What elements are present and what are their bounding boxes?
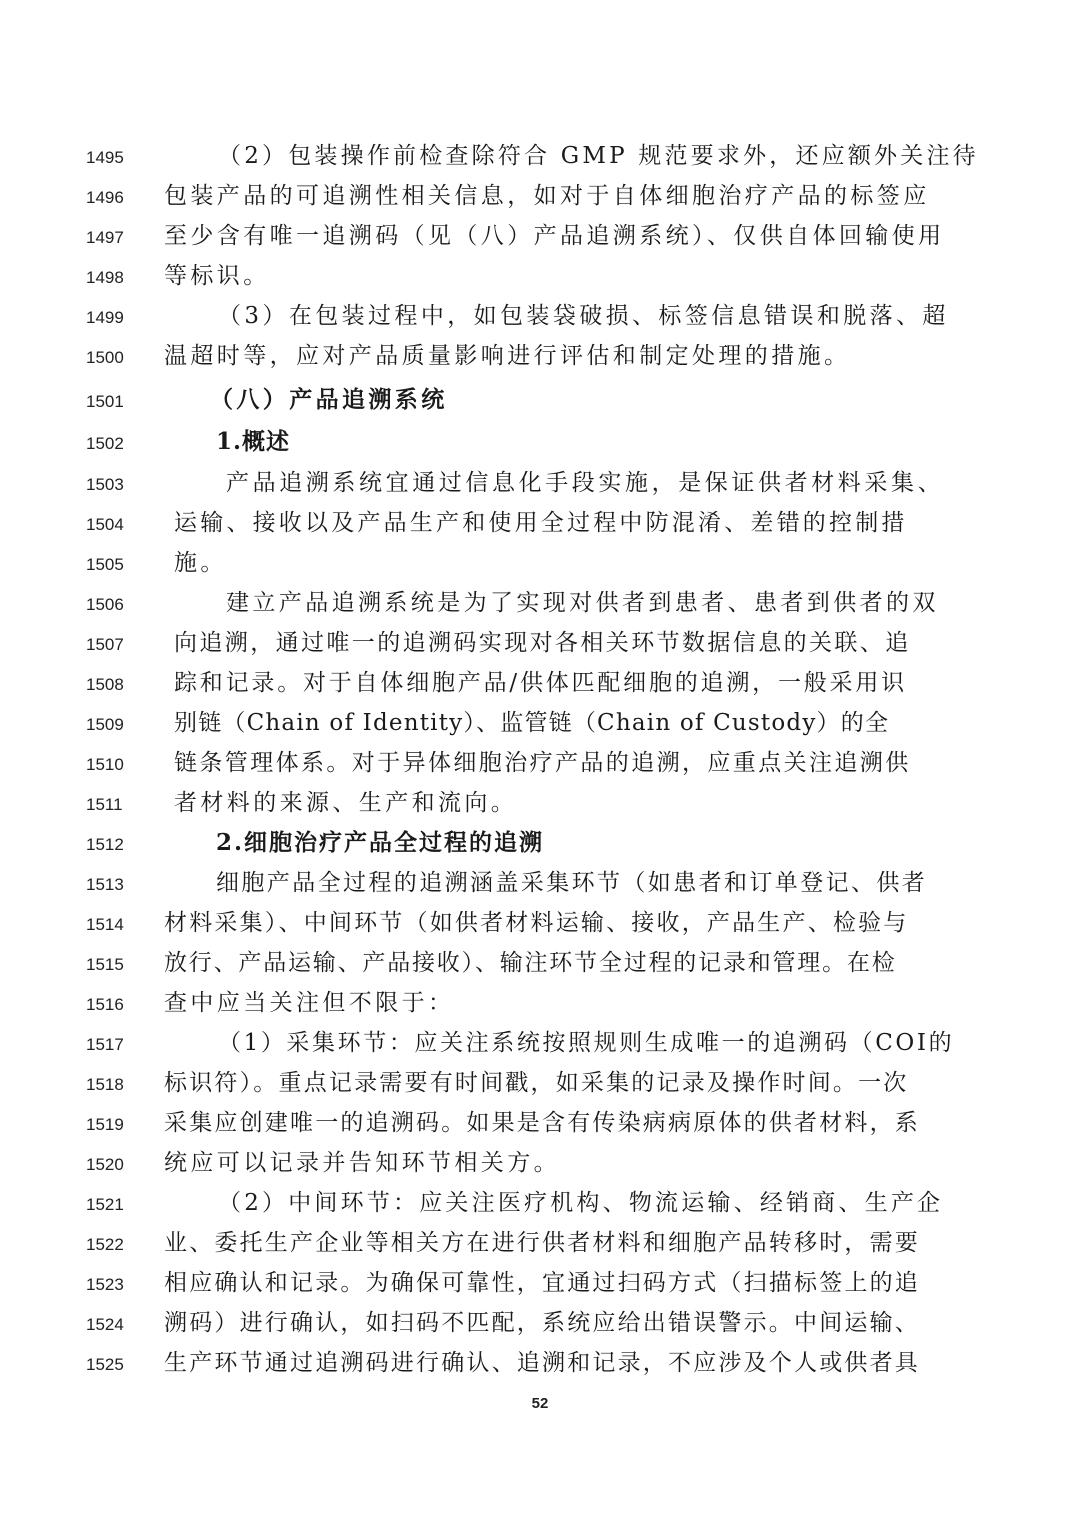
line-number: 1521 (86, 1195, 124, 1214)
line-text: 溯码）进行确认，如扫码不匹配，系统应给出错误警示。中间运输、 (164, 1310, 920, 1336)
line-text: 相应确认和记录。为确保可靠性，宜通过扫码方式（扫描标签上的追 (164, 1270, 920, 1296)
text-line (0, 216, 1080, 256)
line-number: 1520 (86, 1155, 124, 1174)
line-number: 1501 (86, 392, 124, 411)
line-number: 1517 (86, 1035, 124, 1054)
line-number: 1507 (86, 635, 124, 654)
subsection-heading-line (0, 422, 1080, 462)
line-number: 1513 (86, 875, 124, 894)
line-text: 温超时等，应对产品质量影响进行评估和制定处理的措施。 (164, 343, 851, 369)
line-number: 1515 (86, 955, 124, 974)
text-line (0, 583, 1080, 623)
line-number: 1495 (86, 148, 124, 167)
text-line (0, 663, 1080, 703)
line-number: 1522 (86, 1235, 124, 1254)
line-text: 者材料的来源、生产和流向。 (174, 790, 518, 816)
line-number: 1524 (86, 1315, 124, 1334)
text-line (0, 1023, 1080, 1063)
line-text: 运输、接收以及产品生产和使用全过程中防混淆、差错的控制措 (174, 510, 908, 536)
line-text: （1）采集环节：应关注系统按照规则生成唯一的追溯码（COI的 (218, 1030, 955, 1056)
line-text: 包装产品的可追溯性相关信息，如对于自体细胞治疗产品的标签应 (164, 183, 930, 209)
line-number: 1519 (86, 1115, 124, 1134)
line-number: 1506 (86, 595, 124, 614)
section-heading: （八）产品追溯系统 (210, 386, 448, 413)
text-line (0, 903, 1080, 943)
line-number: 1499 (86, 308, 124, 327)
line-text: 统应可以记录并告知环节相关方。 (164, 1150, 560, 1176)
text-line (0, 1183, 1080, 1223)
line-text: 等标识。 (164, 263, 270, 289)
line-number: 1508 (86, 675, 124, 694)
line-number: 1500 (86, 348, 124, 367)
page-number: 52 (531, 1395, 549, 1412)
line-text: 采集应创建唯一的追溯码。如果是含有传染病病原体的供者材料，系 (164, 1110, 920, 1136)
text-line (0, 743, 1080, 783)
line-number: 1518 (86, 1075, 124, 1094)
line-number: 1523 (86, 1275, 124, 1294)
text-line (0, 1223, 1080, 1263)
text-line (0, 336, 1080, 376)
line-text: 材料采集）、中间环节（如供者材料运输、接收，产品生产、检验与 (164, 910, 909, 936)
line-text: 建立产品追溯系统是为了实现对供者到患者、患者到供者的双 (226, 590, 939, 616)
text-line (0, 1103, 1080, 1143)
line-text: （3）在包装过程中，如包装袋破损、标签信息错误和脱落、超 (218, 303, 949, 329)
text-line (0, 463, 1080, 503)
text-line (0, 1143, 1080, 1183)
line-number: 1498 (86, 268, 124, 287)
line-text: 标识符）。重点记录需要有时间戳，如采集的记录及操作时间。一次 (164, 1070, 909, 1096)
line-number: 1505 (86, 555, 124, 574)
line-number: 1503 (86, 475, 124, 494)
text-line (0, 136, 1080, 176)
line-number: 1502 (86, 434, 124, 453)
subsection-heading-line (0, 823, 1080, 863)
text-line (0, 703, 1080, 743)
line-text: （2）包装操作前检查除符合 GMP 规范要求外，还应额外关注待 (218, 143, 979, 169)
subsection-heading: 2.细胞治疗产品全过程的追溯 (216, 829, 545, 856)
line-number: 1512 (86, 835, 124, 854)
text-line (0, 543, 1080, 583)
line-number: 1504 (86, 515, 124, 534)
line-number: 1514 (86, 915, 124, 934)
line-number: 1525 (86, 1355, 124, 1374)
text-line (0, 503, 1080, 543)
line-text: 链条管理体系。对于异体细胞治疗产品的追溯，应重点关注追溯供 (174, 750, 911, 776)
line-text: （2）中间环节：应关注医疗机构、物流运输、经销商、生产企 (218, 1190, 944, 1216)
line-number: 1510 (86, 755, 124, 774)
line-text: 查中应当关注但不限于： (164, 990, 455, 1016)
line-text: 至少含有唯一追溯码（见（八）产品追溯系统）、仅供自体回输使用 (164, 223, 945, 249)
line-text: 施。 (174, 550, 227, 576)
line-text: 细胞产品全过程的追溯涵盖采集环节（如患者和订单登记、供者 (216, 870, 928, 896)
line-text: 别链（Chain of Identity）、监管链（Chain of Custody）的全 (174, 710, 890, 736)
text-line (0, 863, 1080, 903)
text-line (0, 256, 1080, 296)
line-number: 1509 (86, 715, 124, 734)
line-number: 1497 (86, 228, 124, 247)
text-line (0, 176, 1080, 216)
line-number: 1496 (86, 188, 124, 207)
text-line (0, 983, 1080, 1023)
line-text: 向追溯，通过唯一的追溯码实现对各相关环节数据信息的关联、追 (174, 630, 911, 656)
line-number: 1511 (86, 795, 123, 814)
text-line (0, 943, 1080, 983)
text-line (0, 1263, 1080, 1303)
line-text: 产品追溯系统宜通过信息化手段实施，是保证供者材料采集、 (226, 470, 945, 496)
text-line (0, 1343, 1080, 1383)
text-line (0, 783, 1080, 823)
line-text: 放行、产品运输、产品接收）、输注环节全过程的记录和管理。在检 (164, 950, 897, 976)
subsection-heading: 1.概述 (216, 428, 291, 455)
text-line (0, 1063, 1080, 1103)
line-text: 踪和记录。对于自体细胞产品/供体匹配细胞的追溯，一般采用识 (174, 670, 907, 696)
section-heading-line (0, 380, 1080, 420)
text-line (0, 296, 1080, 336)
line-number: 1516 (86, 995, 124, 1014)
text-line (0, 623, 1080, 663)
text-line (0, 1303, 1080, 1343)
line-text: 业、委托生产企业等相关方在进行供者材料和细胞产品转移时，需要 (164, 1230, 920, 1256)
line-text: 生产环节通过追溯码进行确认、追溯和记录，不应涉及个人或供者具 (164, 1350, 920, 1376)
